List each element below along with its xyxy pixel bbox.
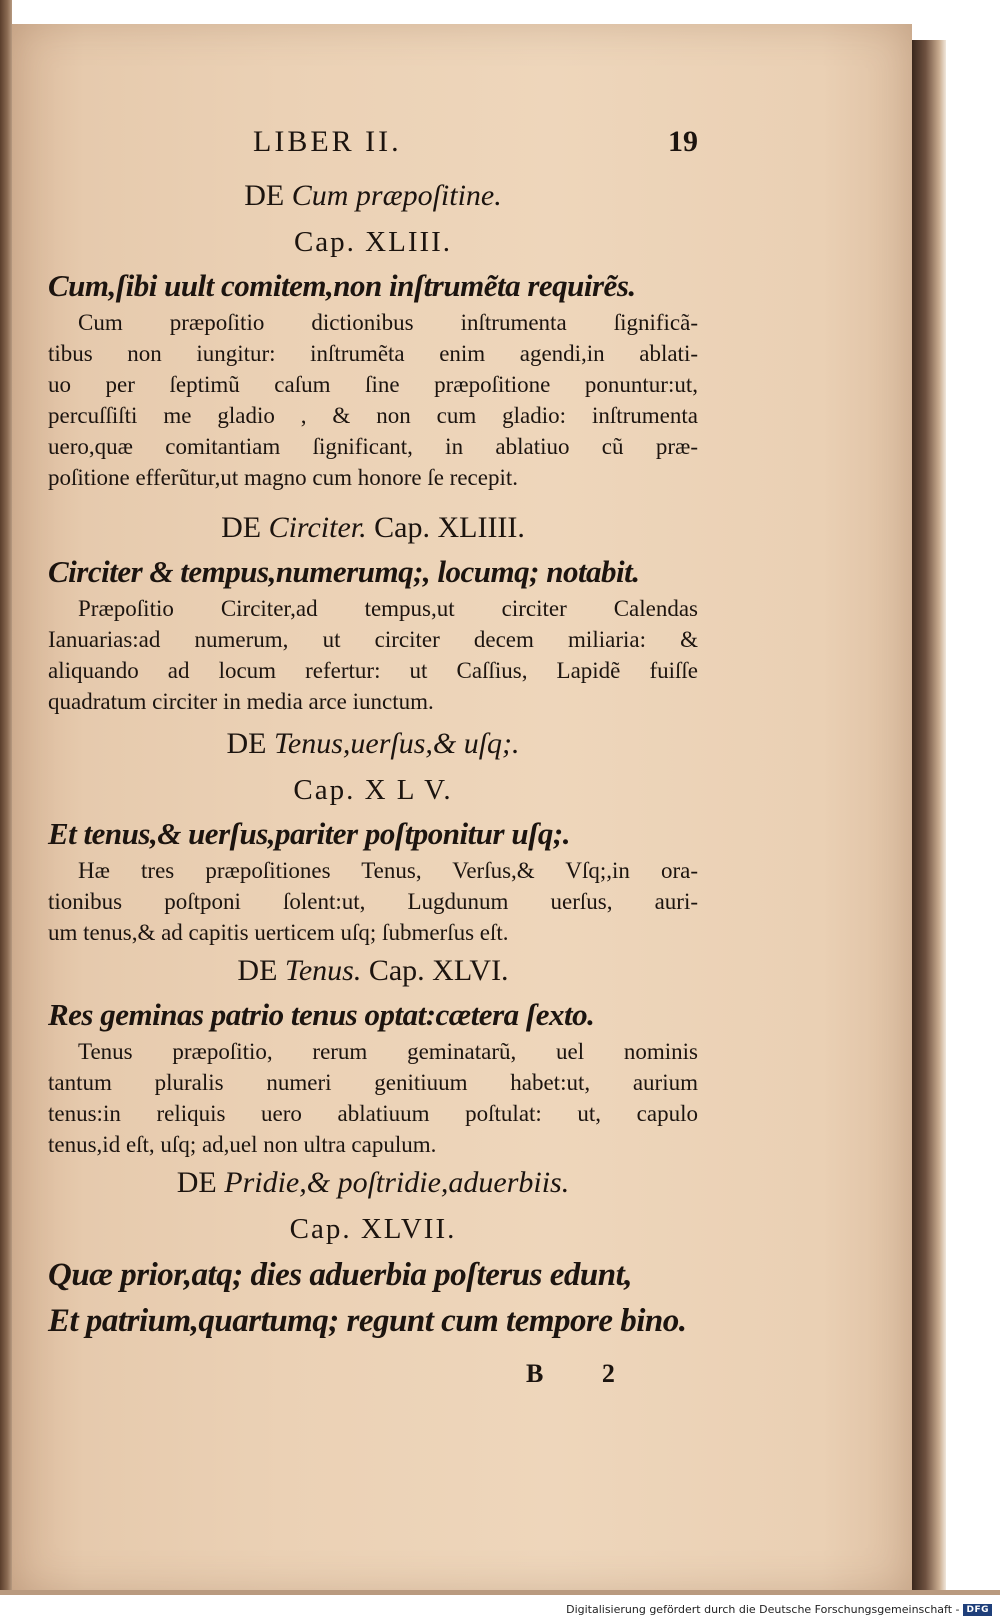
- running-title: LIBER II.: [253, 125, 402, 158]
- text-line: um tenus,& ad capitis uerticem uſq; ſubmerſus eſt.: [48, 920, 509, 945]
- section-title: DE Tenus,uerſus,& uſq;.: [226, 727, 520, 760]
- chapter-number: Cap. X L V.: [293, 774, 453, 806]
- text-line: tionibus poſtponi ſolent:ut, Lugdunum uerſus, auri-: [48, 889, 698, 914]
- commentary-paragraph: [48, 307, 698, 493]
- text-line: tibus non iungitur: inſtrumẽta enim agendi,in ablati-: [48, 341, 698, 366]
- commentary-paragraph: [48, 1036, 698, 1160]
- folio-number: 19: [668, 125, 698, 158]
- chapter-number: Cap. XLIIII.: [374, 511, 525, 544]
- text-line: tantum pluralis numeri genitiuum habet:ut, aurium: [48, 1070, 698, 1095]
- verse-rule: Et patrium,quartumq; regunt cum tempore bino.: [48, 1303, 687, 1339]
- section-title: DE Pridie,& poſtridie,aduerbiis.: [176, 1166, 570, 1199]
- verse-rule: Res geminas patrio tenus optat:cætera ſexto.: [48, 997, 595, 1032]
- dfg-logo: DFG: [963, 1604, 992, 1616]
- digitization-footer: [566, 1603, 992, 1616]
- section-title: DE Tenus. Cap. XLVI.: [237, 954, 509, 987]
- verse-rule: Quæ prior,atq; dies aduerbia poſterus edunt,: [48, 1257, 632, 1293]
- page-content: [48, 125, 698, 1404]
- footer-text: Digitalisierung gefördert durch die Deutsche Forschungsgemeinschaft -: [566, 1603, 960, 1616]
- section-tenus: [48, 948, 698, 1160]
- chapter-number: Cap. XLIII.: [293, 226, 453, 258]
- text-line: poſitione efferũtur,ut magno cum honore ſe recepit.: [48, 465, 518, 490]
- text-line: Hæ tres præpoſitiones Tenus, Verſus,& Vſq;,in ora-: [78, 858, 698, 883]
- section-cum: [48, 173, 698, 493]
- section-title: DE Circiter. Cap. XLIIII.: [221, 511, 525, 544]
- verse-rule: Et tenus,& uerſus,pariter poſtponitur uſq;.: [48, 816, 570, 851]
- text-line: uero,quæ comitantiam ſignificant, in ablatiuo cũ præ-: [48, 434, 698, 459]
- text-line: Cum præpoſitio dictionibus inſtrumenta ſignificã-: [78, 310, 698, 335]
- text-line: uo per ſeptimũ caſum ſine præpoſitione ponuntur:ut,: [48, 372, 698, 397]
- text-line: aliquando ad locum refertur: ut Caſſius, Lapidẽ fuiſſe: [48, 658, 698, 683]
- text-line: Præpoſitio Circiter,ad tempus,ut circiter Calendas: [78, 596, 698, 621]
- section-title: DE Cum præpoſitine.: [244, 179, 502, 212]
- page-edge-shadow: [912, 40, 946, 1590]
- text-line: Tenus præpoſitio, rerum geminatarũ, uel nominis: [78, 1039, 698, 1064]
- text-line: tenus:in reliquis uero ablatiuum poſtulat: ut, capulo: [48, 1101, 698, 1126]
- running-header: [48, 125, 698, 173]
- verse-rule: Circiter & tempus,numerumq;, locumq; notabit.: [48, 554, 640, 589]
- chapter-number: Cap. XLVI.: [368, 954, 509, 987]
- section-circiter: [48, 505, 698, 717]
- chapter-number: Cap. XLVII.: [289, 1213, 457, 1245]
- binding-edge: [0, 0, 12, 1595]
- text-line: percuſſiſti me gladio , & non cum gladio: inſtrumenta: [48, 403, 698, 428]
- signature-mark: B 2: [526, 1359, 641, 1388]
- commentary-paragraph: [48, 855, 698, 948]
- section-tenus-uersus-usque: [48, 721, 698, 948]
- text-line: Ianuarias:ad numerum, ut circiter decem miliaria: &: [48, 627, 698, 652]
- verse-rule: Cum,ſibi uult comitem,non inſtrumẽta requirẽs.: [48, 268, 636, 303]
- commentary-paragraph: [48, 593, 698, 717]
- section-pridie: [48, 1160, 698, 1344]
- text-line: quadratum circiter in media arce iunctum.: [48, 689, 434, 714]
- page-bottom-edge: [0, 1590, 1000, 1595]
- text-line: tenus,id eſt, uſq; ad,uel non ultra capulum.: [48, 1132, 437, 1157]
